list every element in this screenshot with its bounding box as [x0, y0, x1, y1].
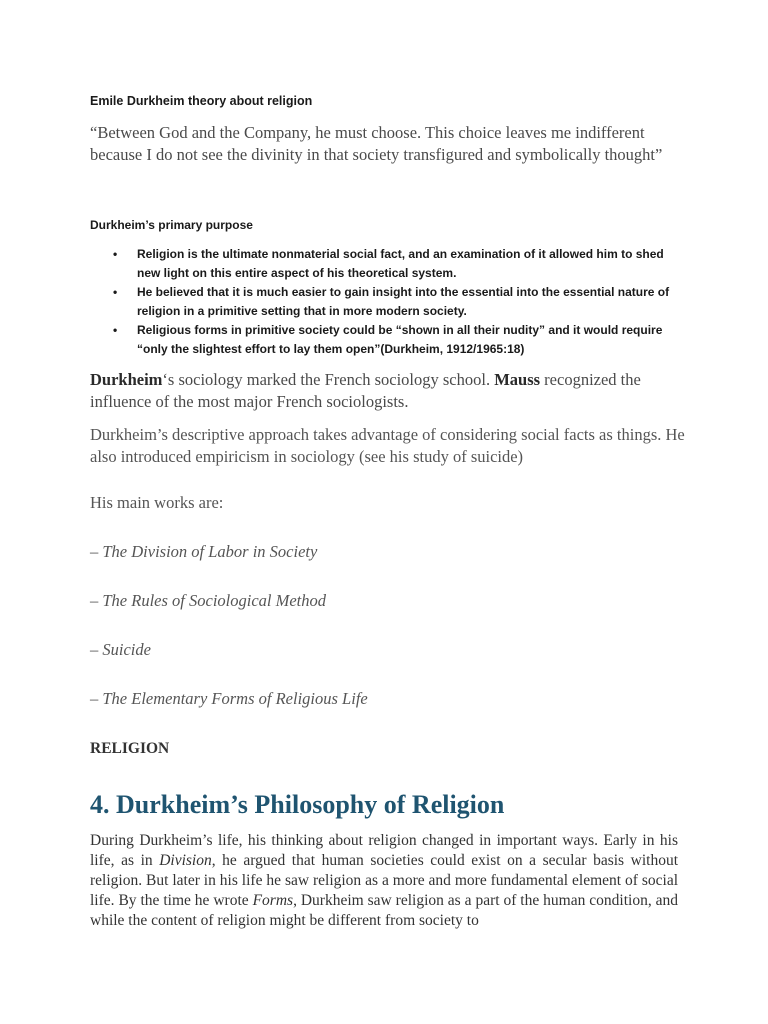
- bullet-text: Religion is the ultimate nonmaterial social fact, and an examination of it allowed him to shed new light on this entire aspect of his theoretical system.: [137, 247, 664, 280]
- bullet-text: Religious forms in primitive society could be “shown in all their nudity” and it would require “only the slightest effort to lay them open”(Durkheim, 1912/1965:18): [137, 323, 663, 356]
- paragraph-text: recognized the influence of the most major French sociologists.: [90, 370, 641, 411]
- religion-heading: RELIGION: [90, 740, 170, 757]
- bullet-text: He believed that it is much easier to gain insight into the essential into the essential nature of religion in a primitive setting that in more modern society.: [137, 285, 670, 318]
- work-item: – The Rules of Sociological Method: [90, 591, 327, 610]
- approach-paragraph: Durkheim’s descriptive approach takes advantage of considering social facts as things. He also introduced empiricism in sociology (see his study of suicide): [90, 425, 685, 466]
- purpose-heading: Durkheim’s primary purpose: [90, 218, 253, 232]
- paragraph-text: ‘s sociology marked the French sociology school.: [162, 370, 495, 389]
- work-item: – The Elementary Forms of Religious Life: [90, 689, 368, 708]
- mauss-name: Mauss: [494, 370, 541, 389]
- work-title: Suicide: [102, 640, 151, 659]
- work-item: – Suicide: [90, 640, 151, 659]
- durkheim-name: Durkheim: [90, 370, 163, 389]
- works-title: His main works are:: [90, 493, 224, 512]
- sociology-paragraph: [90, 369, 690, 413]
- bullet-icon: •: [113, 285, 118, 299]
- bullet-item: [113, 321, 673, 359]
- forms-title: Forms: [252, 892, 294, 909]
- bullet-item: [113, 245, 673, 283]
- purpose-bullet-list: [113, 245, 673, 359]
- opening-quote: “Between God and the Company, he must choose. This choice leaves me indifferent because I do not see the divinity in that society transfigured and symbolically thought”: [90, 123, 663, 164]
- work-title: The Division of Labor in Society: [102, 542, 318, 561]
- division-title: Division: [159, 852, 212, 869]
- work-title: The Elementary Forms of Religious Life: [102, 689, 368, 708]
- work-title: The Rules of Sociological Method: [102, 591, 327, 610]
- document-title: Emile Durkheim theory about religion: [90, 94, 313, 108]
- bullet-icon: •: [113, 247, 118, 261]
- section-title: 4. Durkheim’s Philosophy of Religion: [90, 790, 505, 819]
- bullet-icon: •: [113, 323, 118, 337]
- work-item: – The Division of Labor in Society: [90, 542, 318, 561]
- body-paragraph: During Durkheim’s life, his thinking about religion changed in important ways. Early in his life, as in Division, he argued that human societies could exist on a secular basis without religion. But later in his life he saw religion as a more and more fundamental element of social life. By the time he wrote Forms, Durkheim saw religion as a part of the human condition, and while the content of religion might be different from society to: [90, 832, 678, 929]
- bullet-item: [113, 283, 673, 321]
